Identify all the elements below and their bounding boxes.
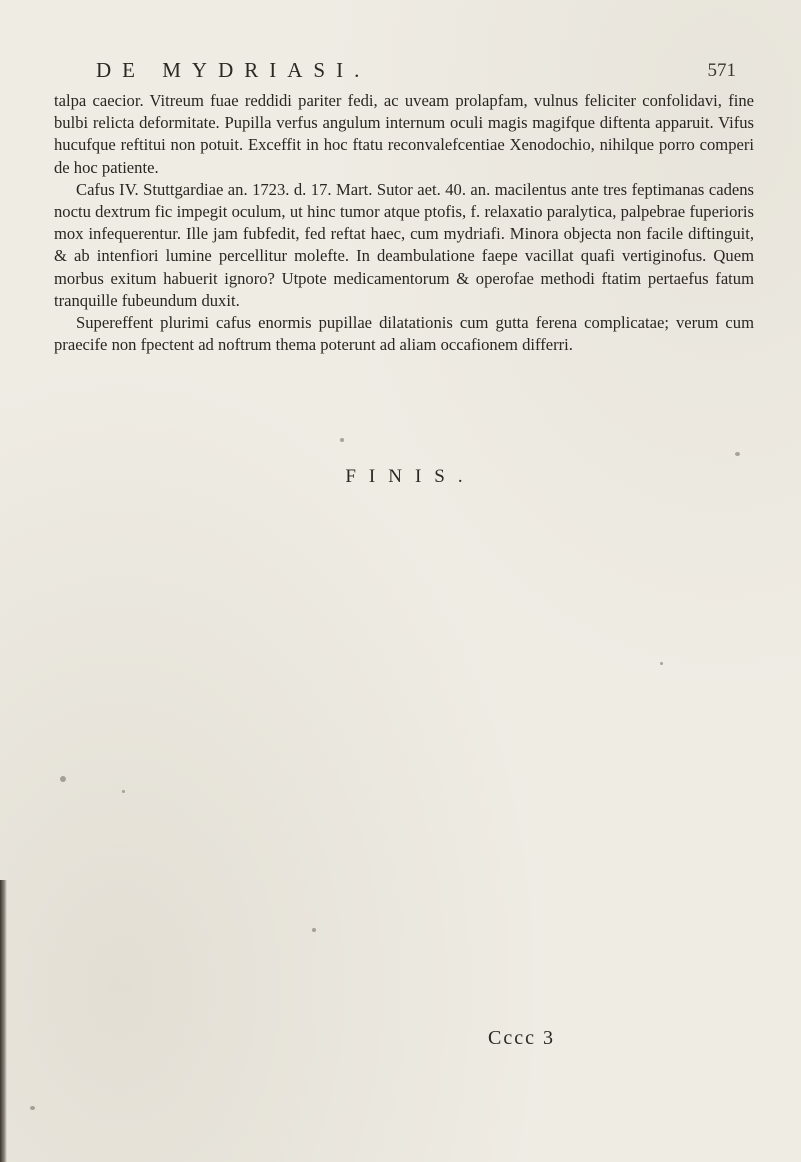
finis-heading: FINIS. — [345, 466, 476, 487]
signature-mark: Cccc 3 — [488, 1027, 555, 1049]
paper-speck — [122, 790, 125, 793]
paper-speck — [312, 928, 316, 932]
paper-speck — [340, 438, 344, 442]
paper-speck — [660, 662, 663, 665]
paper-speck — [60, 776, 66, 782]
body-text — [54, 90, 754, 356]
paragraph-casus-iv: Cafus IV. Stuttgardiae an. 1723. d. 17. Mart. Sutor aet. 40. an. macilentus ante tres feptimanas cadens noctu dextrum fic impegit oculum, ut hinc tumor atque ptofis, f. relaxatio paralytica, palpebrae fuperioris mox infequerentur. Ille jam fubfedit, fed reftat haec, cum mydriafi. Minora objecta non facile diftinguit, & ab intenfiori lumine percellitur molefte. In deambulatione faepe vacillat quafi vertiginofus. Quem morbus exitum habuerit ignoro? Utpote medicamentorum & operofae methodi ftatim pertaefus fatum tranquille fubeundum duxit. — [54, 179, 754, 310]
paper-speck — [735, 452, 740, 456]
running-head — [96, 58, 736, 90]
running-title: DE MYDRIASI. — [96, 58, 371, 82]
page-number: 571 — [707, 60, 736, 81]
paper-speck — [30, 1106, 35, 1110]
paragraph-continuation: talpa caecior. Vitreum fuae reddidi pariter fedi, ac uveam prolapfam, vulnus feliciter confolidavi, fine bulbi relicta deformitate. Pupilla verfus angulum internum oculi magis magifque diftenta apparuit. Vifus hucufque reftitui non potuit. Exceffit in hoc ftatu reconvalefcentiae Xenodochio, nihilque porro comperi de hoc patiente. — [54, 91, 754, 177]
paragraph-conclusion: Supereffent plurimi cafus enormis pupillae dilatationis cum gutta ferena complicatae; verum cum praecife non fpectent ad noftrum thema poterunt ad aliam occafionem differri. — [54, 313, 754, 355]
binding-edge — [0, 880, 7, 1162]
